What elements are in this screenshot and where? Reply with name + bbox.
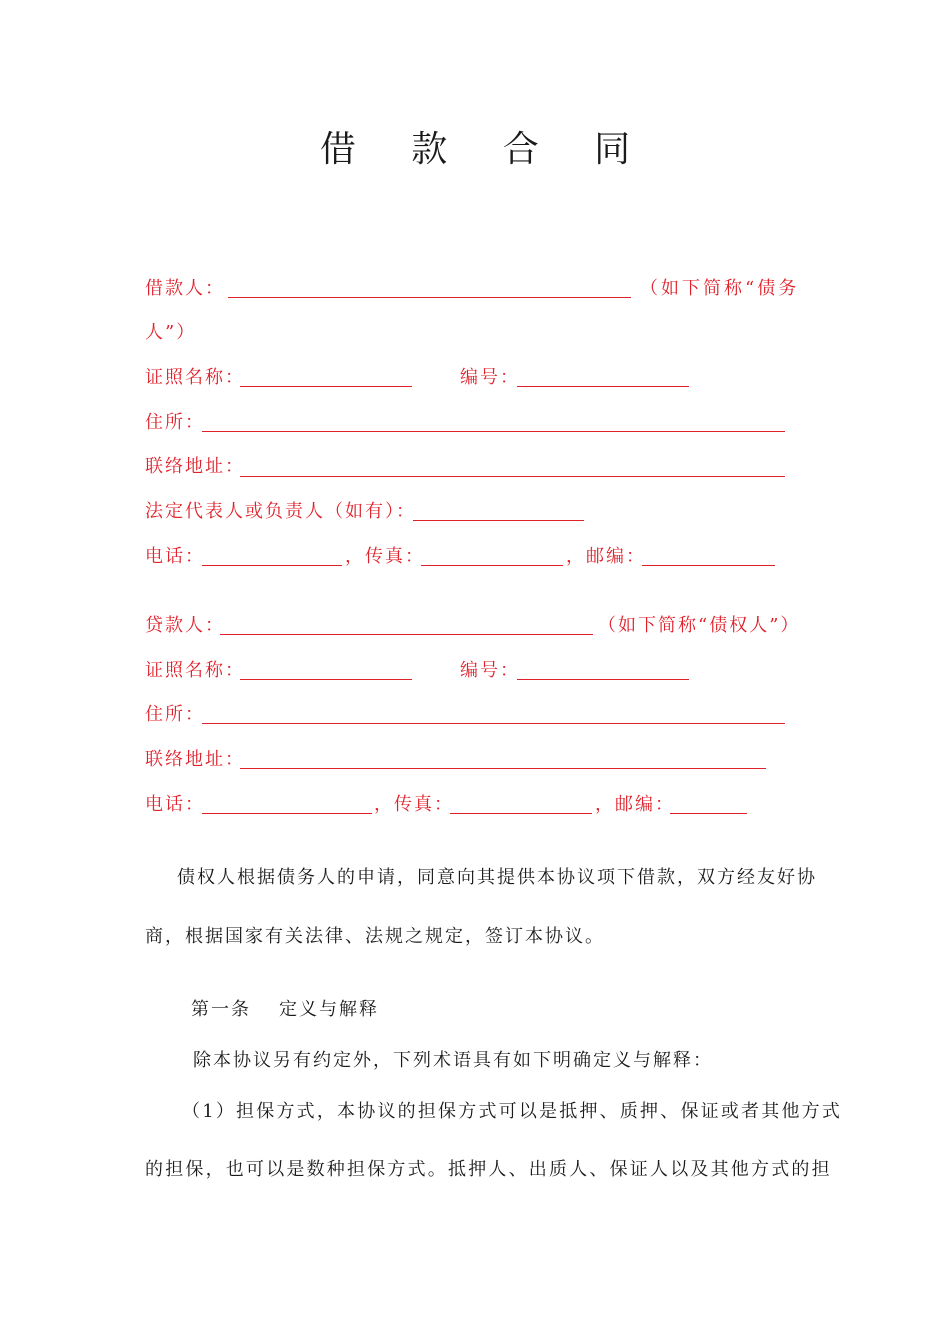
debtor-id-name-blank[interactable] — [240, 386, 412, 387]
article-1-intro: 除本协议另有约定外，下列术语具有如下明确定义与解释： — [193, 1050, 713, 1071]
debtor-fax-label: ，传真： — [345, 546, 425, 567]
debtor-rep-label: 法定代表人或负责人（如有）： — [145, 501, 416, 522]
creditor-address-label: 住所： — [145, 704, 205, 725]
lender-label: 贷款人： — [145, 615, 225, 636]
lender-blank[interactable] — [220, 634, 593, 635]
lender-suffix: （如下简称“债权人”） — [598, 615, 801, 636]
debtor-zip-blank[interactable] — [642, 565, 775, 566]
creditor-phone-blank[interactable] — [202, 813, 372, 814]
borrower-label: 借款人： — [145, 278, 225, 299]
document-title: 借 款 合 同 — [319, 129, 653, 170]
creditor-contact-label: 联络地址： — [145, 749, 245, 770]
creditor-fax-label: ，传真： — [374, 794, 454, 815]
debtor-phone-label: 电话： — [145, 546, 205, 567]
debtor-rep-blank[interactable] — [413, 520, 584, 521]
article-1-item-1-line-2: 的担保，也可以是数种担保方式。抵押人、出质人、保证人以及其他方式的担 — [145, 1159, 832, 1180]
creditor-fax-blank[interactable] — [450, 813, 592, 814]
creditor-zip-blank[interactable] — [670, 813, 747, 814]
debtor-phone-blank[interactable] — [202, 565, 342, 566]
debtor-id-no-label: 编号： — [460, 367, 520, 388]
debtor-contact-label: 联络地址： — [145, 456, 245, 477]
debtor-contact-blank[interactable] — [240, 476, 785, 477]
debtor-zip-label: ，邮编： — [566, 546, 646, 567]
creditor-address-blank[interactable] — [202, 723, 785, 724]
borrower-blank[interactable] — [228, 297, 631, 298]
article-1-title: 定义与解释 — [279, 999, 379, 1020]
debtor-address-label: 住所： — [145, 412, 205, 433]
debtor-id-name-label: 证照名称： — [145, 367, 245, 388]
article-1-number: 第一条 — [191, 999, 251, 1020]
preamble-line-2: 商，根据国家有关法律、法规之规定，签订本协议。 — [145, 926, 605, 947]
creditor-zip-label: ，邮编： — [595, 794, 675, 815]
creditor-id-name-label: 证照名称： — [145, 660, 245, 681]
borrower-suffix-cont: 人”） — [145, 322, 197, 343]
creditor-phone-label: 电话： — [145, 794, 205, 815]
preamble-line-1: 债权人根据债务人的申请，同意向其提供本协议项下借款，双方经友好协 — [177, 867, 817, 888]
creditor-id-name-blank[interactable] — [240, 679, 412, 680]
creditor-id-no-blank[interactable] — [517, 679, 689, 680]
debtor-address-blank[interactable] — [202, 431, 785, 432]
article-1-item-1-line-1: （1）担保方式，本协议的担保方式可以是抵押、质押、保证或者其他方式 — [182, 1101, 843, 1122]
creditor-id-no-label: 编号： — [460, 660, 520, 681]
creditor-contact-blank[interactable] — [240, 768, 766, 769]
debtor-id-no-blank[interactable] — [517, 386, 689, 387]
debtor-fax-blank[interactable] — [421, 565, 563, 566]
borrower-suffix: （如下简称“债务 — [640, 278, 800, 299]
